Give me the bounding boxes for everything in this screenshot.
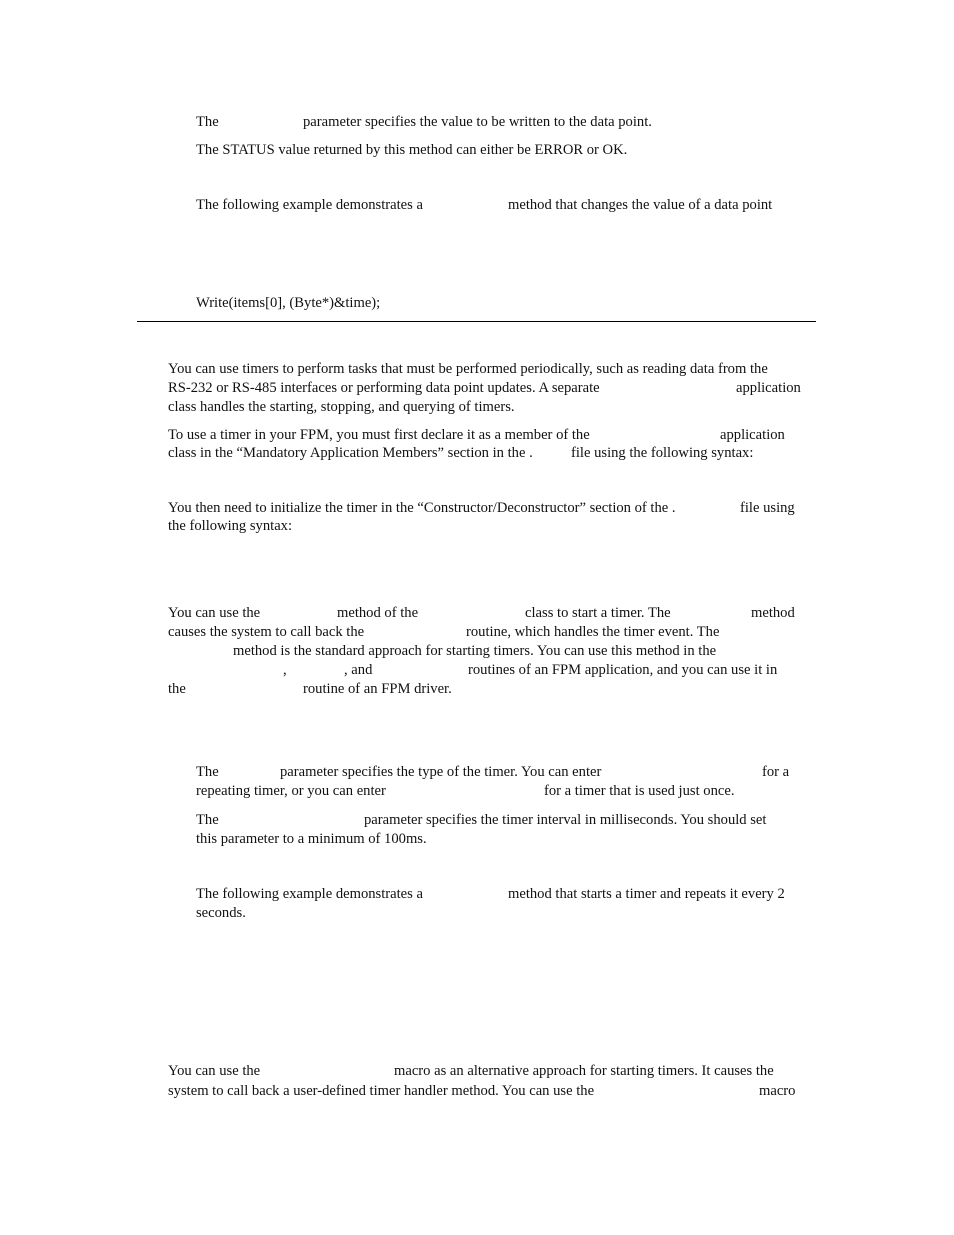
start-line-5a: the — [168, 681, 186, 697]
start-line-2b: routine, which handles the timer event. The — [466, 624, 720, 640]
start-line-2a: causes the system to call back the — [168, 624, 365, 640]
macro-line-1a: You can use the — [168, 1063, 261, 1079]
start-example-1a: The following example demonstrates a — [196, 886, 423, 902]
value-param-the: The — [196, 114, 219, 130]
declare-line-2b: file using the following syntax: — [571, 445, 754, 461]
type-param-2a: repeating timer, or you can enter — [196, 783, 386, 799]
start-line-1d: method — [751, 605, 795, 621]
write-example-intro: The following example demonstrates a — [196, 197, 423, 213]
interval-param-2: this parameter to a minimum of 100ms. — [196, 831, 427, 847]
type-param-2b: for a timer that is used just once. — [544, 783, 735, 799]
start-line-4a: , — [283, 662, 287, 678]
interval-param-1a: The — [196, 812, 219, 828]
timers-intro-line-2a: RS-232 or RS-485 interfaces or performing data point updates. A separate — [168, 380, 600, 396]
declare-line-2a: class in the “Mandatory Application Members” section in the . — [168, 445, 533, 461]
start-line-1c: class to start a timer. The — [525, 605, 671, 621]
init-line-1b: file using — [740, 500, 795, 516]
start-example-1b: method that starts a timer and repeats it every 2 — [508, 886, 785, 902]
type-param-1c: for a — [762, 764, 790, 780]
macro-line-2b: macro — [759, 1083, 796, 1099]
value-param-desc: parameter specifies the value to be written to the data point. — [303, 114, 652, 130]
timers-intro-line-3: class handles the starting, stopping, and querying of timers. — [168, 399, 515, 415]
type-param-1a: The — [196, 764, 219, 780]
section-divider — [137, 321, 816, 322]
start-line-4c: routines of an FPM application, and you can use it in — [468, 662, 778, 678]
start-line-3: method is the standard approach for starting timers. You can use this method in the — [233, 643, 717, 659]
start-line-1b: method of the — [337, 605, 419, 621]
start-example-2: seconds. — [196, 905, 246, 921]
init-line-2: the following syntax: — [168, 518, 293, 534]
timers-intro-line-2b: application — [736, 380, 801, 396]
type-param-1b: parameter specifies the type of the timer. You can enter — [280, 764, 602, 780]
declare-line-1b: application — [720, 427, 785, 443]
timers-intro-line-1: You can use timers to perform tasks that must be performed periodically, such as reading data from the — [168, 361, 768, 377]
interval-param-1b: parameter specifies the timer interval in milliseconds. You should set — [364, 812, 767, 828]
declare-line-1a: To use a timer in your FPM, you must first declare it as a member of the — [168, 427, 590, 443]
write-example-rest: method that changes the value of a data point — [508, 197, 773, 213]
macro-line-1b: macro as an alternative approach for starting timers. It causes the — [394, 1063, 774, 1079]
start-line-4b: , and — [344, 662, 373, 678]
code-line: Write(items[0], (Byte*)&time); — [196, 295, 381, 311]
init-line-1a: You then need to initialize the timer in the “Constructor/Deconstructor” section of the . — [168, 500, 676, 516]
start-line-5b: routine of an FPM driver. — [303, 681, 452, 697]
status-line: The STATUS value returned by this method can either be ERROR or OK. — [196, 142, 628, 158]
macro-line-2a: system to call back a user-defined timer handler method. You can use the — [168, 1083, 595, 1099]
start-line-1a: You can use the — [168, 605, 261, 621]
